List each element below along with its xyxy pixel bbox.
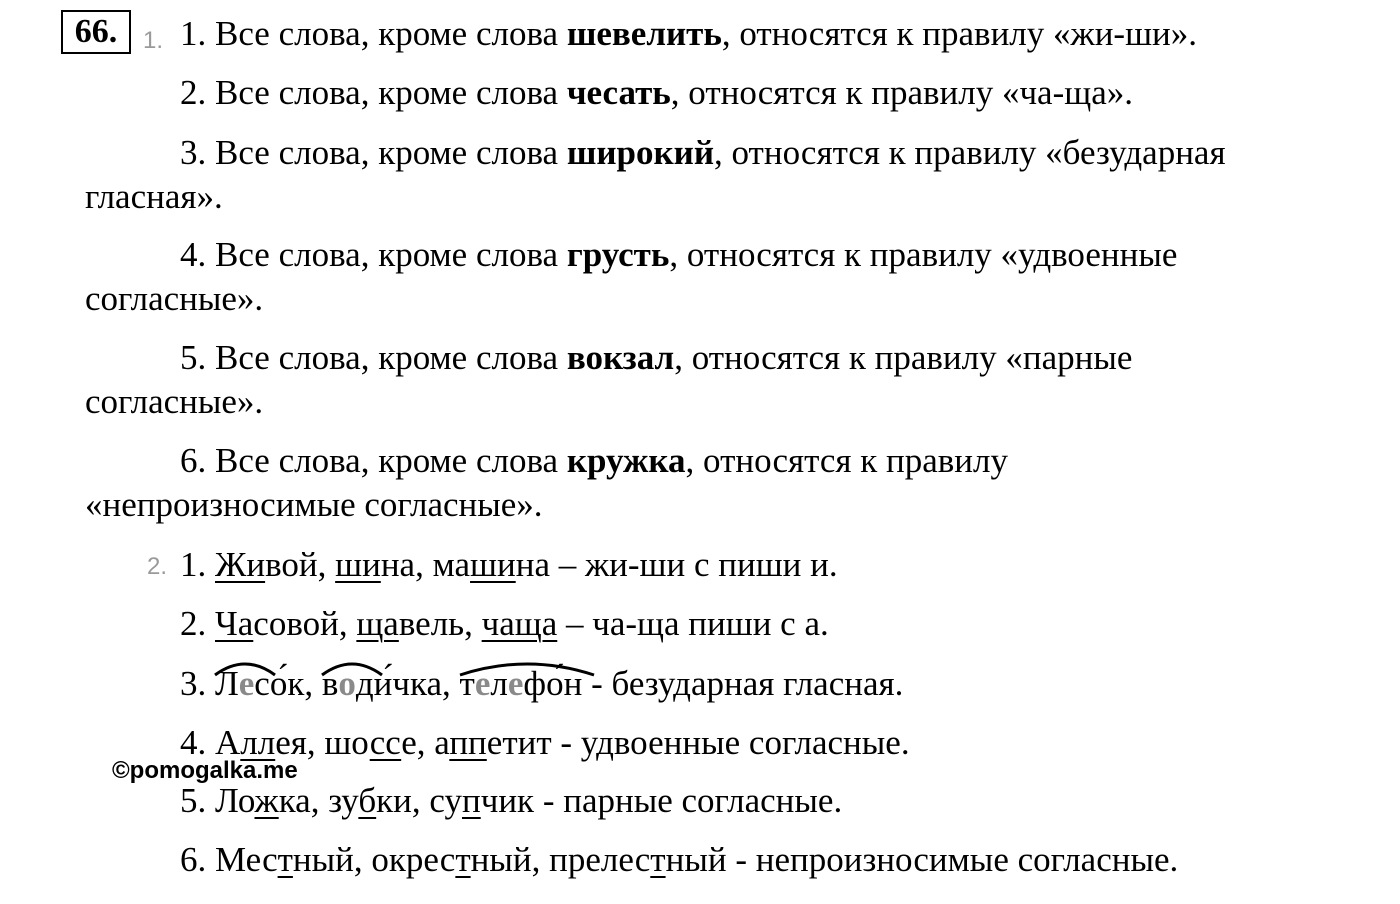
underlined-letters: п [461, 781, 481, 820]
part2-item-1 [180, 543, 838, 587]
text: , окрес [353, 840, 456, 879]
text: , шо [306, 723, 370, 762]
part1-item-4-cont: согласные». [85, 279, 264, 318]
part1-item-6-cont: «непроизносимые согласные». [85, 485, 543, 524]
text: А [215, 723, 241, 762]
text: , су [411, 781, 462, 820]
text: т [459, 664, 475, 703]
underlined-letters: т [455, 840, 471, 879]
part2-item-2 [180, 602, 829, 646]
text: , прелес [531, 840, 651, 879]
text: чик [480, 781, 535, 820]
exercise-number: 66. [61, 10, 131, 54]
text: , ма [415, 545, 471, 584]
text: , а [416, 723, 450, 762]
text: , относятся к правилу «безударная [714, 133, 1226, 172]
text: в [321, 664, 339, 703]
part1-item-2 [180, 71, 1133, 115]
text: 3. Все слова, кроме слова [180, 133, 567, 172]
text: на [515, 545, 550, 584]
exception-word: чесать [566, 73, 671, 112]
text: фо́н [523, 664, 583, 703]
item-number: 3. [180, 664, 215, 703]
text: , [338, 604, 357, 643]
text: , [317, 545, 336, 584]
underlined-letters: лл [240, 723, 276, 762]
text: , относятся к правилу «парные [674, 338, 1133, 377]
root-arc-icon [320, 659, 384, 679]
item-number: 6. [180, 840, 215, 879]
text: Мес [215, 840, 278, 879]
text: вой [265, 545, 318, 584]
item-number: 4. [180, 723, 215, 762]
part1-item-3 [180, 131, 1226, 175]
part1-item-5 [180, 336, 1132, 380]
rule-text: - парные согласные. [534, 781, 843, 820]
rule-text: – ча-ща пиши с а. [557, 604, 829, 643]
underlined-letters: сс [369, 723, 402, 762]
item-number: 1. [180, 545, 215, 584]
text: ея [275, 723, 307, 762]
root-word [460, 662, 583, 706]
part1-item-1 [180, 12, 1197, 56]
item-number: 2. [180, 604, 215, 643]
watermark: ©pomogalka.me [112, 757, 298, 784]
text: е [401, 723, 417, 762]
section-2-label: 2. [147, 553, 168, 580]
text: , зу [310, 781, 359, 820]
underlined-letters: Жи [215, 545, 266, 584]
root-word [322, 662, 356, 706]
text: , относятся к правилу «ча-ща». [670, 73, 1133, 112]
underlined-letters: т [277, 840, 293, 879]
underlined-letters: ща [356, 604, 399, 643]
text: 1. Все слова, кроме слова [180, 14, 567, 53]
highlighted-vowel: о [338, 664, 356, 703]
text: , [442, 664, 460, 703]
part2-item-3 [180, 662, 903, 706]
text: , относятся к правилу «удвоенные [669, 235, 1178, 274]
text: , [304, 664, 322, 703]
text: л [490, 664, 508, 703]
text: 6. Все слова, кроме слова [180, 441, 567, 480]
underlined-letters: Ча [215, 604, 254, 643]
part1-item-5-cont: согласные». [85, 382, 264, 421]
part2-item-5 [180, 779, 842, 823]
text: , относятся к правилу «жи-ши». [721, 14, 1198, 53]
exception-word: широкий [566, 133, 714, 172]
text: етит [486, 723, 552, 762]
rule-text: - безударная гласная. [582, 664, 904, 703]
underlined-letters: ж [254, 781, 279, 820]
root-arc-icon [213, 659, 277, 679]
highlighted-vowel: е [238, 664, 255, 703]
text: ди́чка [355, 664, 443, 703]
underlined-letters: чаща [481, 604, 558, 643]
section-1-label: 1. [143, 27, 164, 54]
rule-text: - непроизносимые согласные. [726, 840, 1179, 879]
text: со́к [254, 664, 305, 703]
text: ный [665, 840, 727, 879]
rule-text: – жи-ши с пиши и. [549, 545, 838, 584]
part1-item-4 [180, 233, 1177, 277]
text: Л [215, 664, 239, 703]
exception-word: грусть [566, 235, 670, 274]
item-number: 5. [180, 781, 215, 820]
text: , относятся к правилу [685, 441, 1008, 480]
underlined-letters: ши [470, 545, 516, 584]
text: 5. Все слова, кроме слова [180, 338, 567, 377]
root-arc-icon [458, 659, 596, 679]
exception-word: шевелить [566, 14, 722, 53]
underlined-letters: б [358, 781, 377, 820]
part1-item-6 [180, 439, 1008, 483]
text: ный [292, 840, 354, 879]
text: ка [278, 781, 311, 820]
part2-item-6 [180, 838, 1178, 882]
text: ный [470, 840, 532, 879]
text: 2. Все слова, кроме слова [180, 73, 567, 112]
rule-text: - удвоенные согласные. [551, 723, 910, 762]
text: вель [398, 604, 465, 643]
underlined-letters: т [650, 840, 666, 879]
text: Ло [215, 781, 255, 820]
highlighted-vowel: е [474, 664, 491, 703]
text: совой [253, 604, 339, 643]
exception-word: кружка [566, 441, 686, 480]
text: 4. Все слова, кроме слова [180, 235, 567, 274]
text: , [464, 604, 482, 643]
text: на [380, 545, 416, 584]
exception-word: вокзал [566, 338, 675, 377]
underlined-letters: пп [449, 723, 487, 762]
text: ки [376, 781, 412, 820]
part1-item-3-cont: гласная». [85, 177, 223, 216]
underlined-letters: ши [335, 545, 381, 584]
root-word [215, 662, 254, 706]
highlighted-vowel: е [507, 664, 524, 703]
